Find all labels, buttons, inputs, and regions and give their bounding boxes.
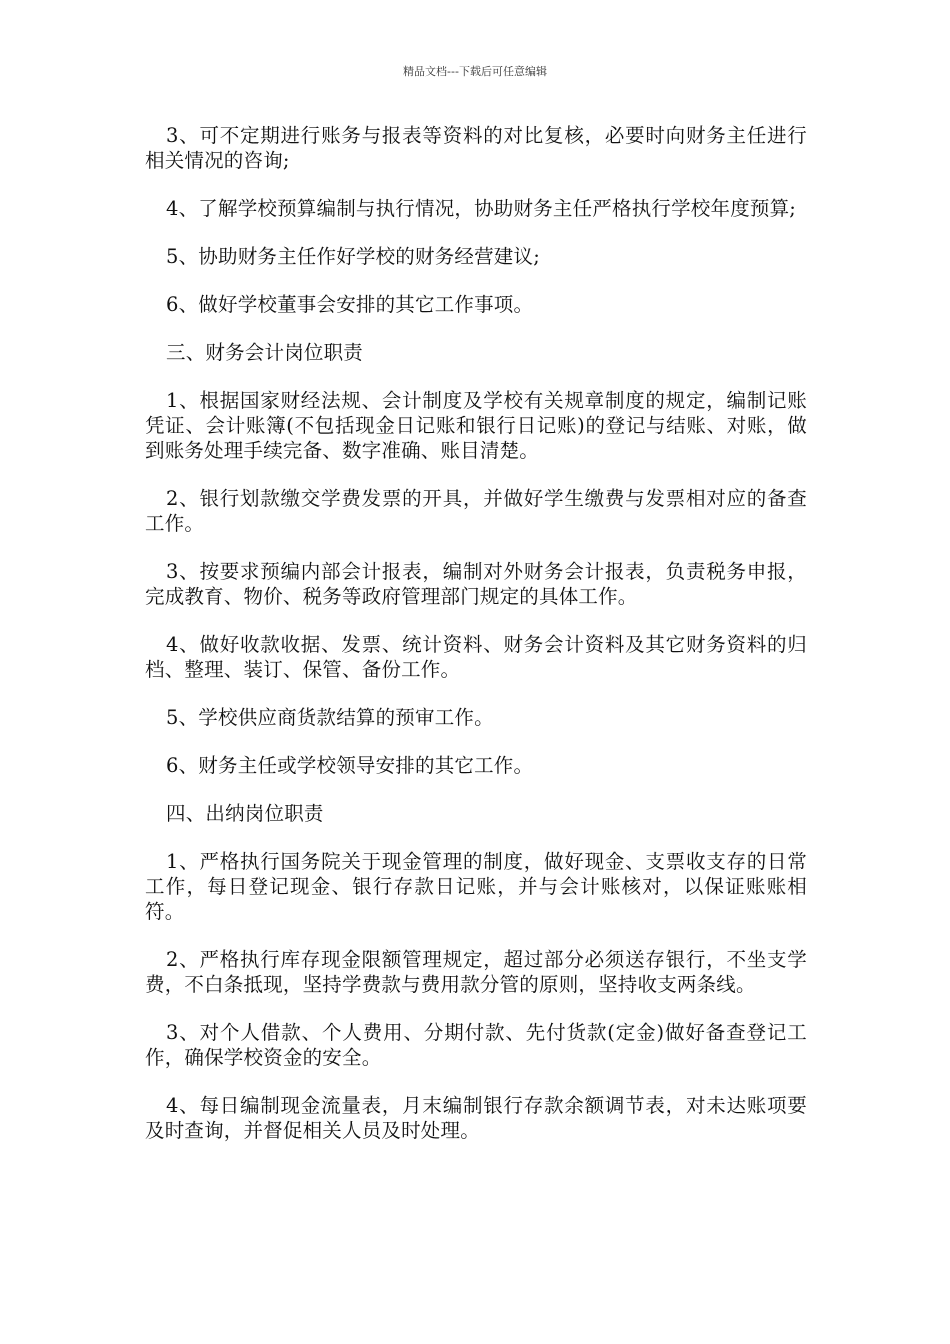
paragraph-item: 3、可不定期进行账务与报表等资料的对比复核，必要时向财务主任进行相关情况的咨询; [145,124,807,172]
paragraph-item: 1、根据国家财经法规、会计制度及学校有关规章制度的规定，编制记账凭证、会计账簿(不包括现金日记账和银行日记账)的登记与结账、对账，做到账务处理手续完备、数字准确、账目清楚。 [145,389,807,462]
page-header-watermark: 精品文档---下载后可任意编辑 [403,65,547,78]
paragraph-item: 3、对个人借款、个人费用、分期付款、先付货款(定金)做好备查登记工作，确保学校资金的安全。 [145,1021,807,1069]
paragraph-item: 4、做好收款收据、发票、统计资料、财务会计资料及其它财务资料的归档、整理、装订、保管、备份工作。 [145,633,807,681]
paragraph-item: 4、了解学校预算编制与执行情况，协助财务主任严格执行学校年度预算; [166,197,797,220]
paragraph-item: 6、财务主任或学校领导安排的其它工作。 [166,754,534,777]
paragraph-item: 1、严格执行国务院关于现金管理的制度，做好现金、支票收支存的日常工作，每日登记现金、银行存款日记账，并与会计账核对，以保证账账相符。 [145,850,807,923]
section-heading: 四、出纳岗位职责 [166,802,324,825]
section-heading: 三、财务会计岗位职责 [166,341,364,364]
paragraph-item: 4、每日编制现金流量表，月末编制银行存款余额调节表，对未达账项要及时查询，并督促相关人员及时处理。 [145,1094,807,1142]
paragraph-item: 6、做好学校董事会安排的其它工作事项。 [166,293,534,316]
paragraph-item: 5、协助财务主任作好学校的财务经营建议; [166,245,540,268]
paragraph-item: 2、严格执行库存现金限额管理规定，超过部分必须送存银行，不坐支学费，不白条抵现，坚持学费款与费用款分管的原则，坚持收支两条线。 [145,948,807,996]
document-body [145,123,807,1166]
paragraph-item: 5、学校供应商货款结算的预审工作。 [166,706,494,729]
paragraph-item: 2、银行划款缴交学费发票的开具，并做好学生缴费与发票相对应的备查工作。 [145,487,807,535]
paragraph-item: 3、按要求预编内部会计报表，编制对外财务会计报表，负责税务申报，完成教育、物价、税务等政府管理部门规定的具体工作。 [145,560,807,608]
